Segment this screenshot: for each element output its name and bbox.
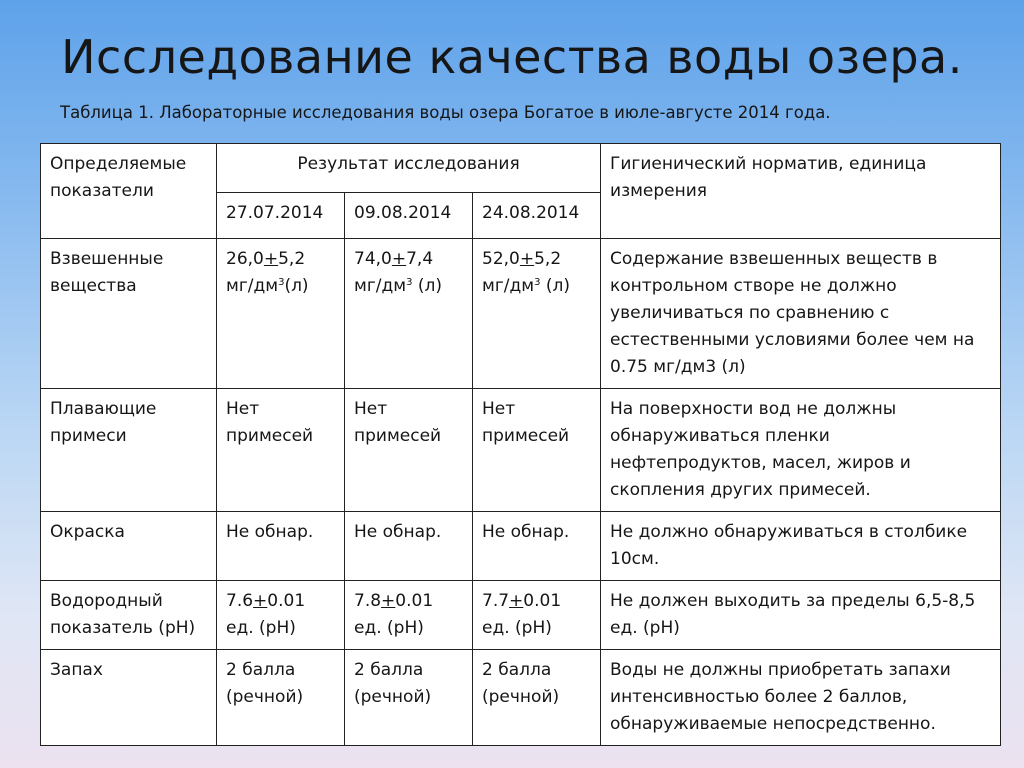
table-row bbox=[41, 512, 1001, 581]
table-row bbox=[41, 650, 1001, 746]
value-cell: Нет примесей bbox=[473, 389, 601, 512]
indicator-cell: Окраска bbox=[41, 512, 217, 581]
table-row bbox=[41, 581, 1001, 650]
value-cell: 26,0+5,2 $мг/дм^3(л)$ bbox=[217, 239, 345, 389]
indicator-cell: Водородный показатель (рН) bbox=[41, 581, 217, 650]
norm-cell: Содержание взвешенных веществ в контрольном створе не должно увеличиваться по сравнению с естественными условиями более чем на 0.75 мг/дм3 (л) bbox=[601, 239, 1001, 389]
table-caption: Таблица 1. Лабораторные исследования воды озера Богатое в июле-августе 2014 года. bbox=[60, 103, 831, 122]
indicator-cell: Плавающие примеси bbox=[41, 389, 217, 512]
value-cell: 7.6+0.01 ед. (рН) bbox=[217, 581, 345, 650]
header-date-3: 24.08.2014 bbox=[473, 193, 601, 239]
value-cell: Нет примесей bbox=[217, 389, 345, 512]
value-cell: 2 балла (речной) bbox=[345, 650, 473, 746]
norm-cell: Не должно обнаруживаться в столбике 10см. bbox=[601, 512, 1001, 581]
header-norm: Гигиенический норматив, единица измерения bbox=[601, 144, 1001, 239]
header-indicators: Определяемые показатели bbox=[41, 144, 217, 239]
norm-cell: Не должен выходить за пределы 6,5-8,5 ед. (рН) bbox=[601, 581, 1001, 650]
norm-cell: Воды не должны приобретать запахи интенсивностью более 2 баллов, обнаруживаемые непосредственно. bbox=[601, 650, 1001, 746]
value-cell: 7.7+0.01 ед. (рН) bbox=[473, 581, 601, 650]
value-cell: Не обнар. bbox=[345, 512, 473, 581]
indicator-cell: Взвешенные вещества bbox=[41, 239, 217, 389]
value-cell: 7.8+0.01 ед. (рН) bbox=[345, 581, 473, 650]
page-title: Исследование качества воды озера. bbox=[61, 30, 963, 84]
value-cell: Нет примесей bbox=[345, 389, 473, 512]
value-cell: Не обнар. bbox=[217, 512, 345, 581]
value-cell: 74,0+7,4 $мг/дм^3$ (л) bbox=[345, 239, 473, 389]
header-result: Результат исследования bbox=[217, 144, 601, 193]
table-row bbox=[41, 239, 1001, 389]
indicator-cell: Запах bbox=[41, 650, 217, 746]
value-cell: Не обнар. bbox=[473, 512, 601, 581]
value-cell: 52,0+5,2 $мг/дм^3$ (л) bbox=[473, 239, 601, 389]
water-quality-table bbox=[40, 143, 1001, 746]
table-row bbox=[41, 389, 1001, 512]
value-cell: 2 балла (речной) bbox=[217, 650, 345, 746]
value-cell: 2 балла (речной) bbox=[473, 650, 601, 746]
header-date-2: 09.08.2014 bbox=[345, 193, 473, 239]
norm-cell: На поверхности вод не должны обнаруживаться пленки нефтепродуктов, масел, жиров и скопления других примесей. bbox=[601, 389, 1001, 512]
header-date-1: 27.07.2014 bbox=[217, 193, 345, 239]
